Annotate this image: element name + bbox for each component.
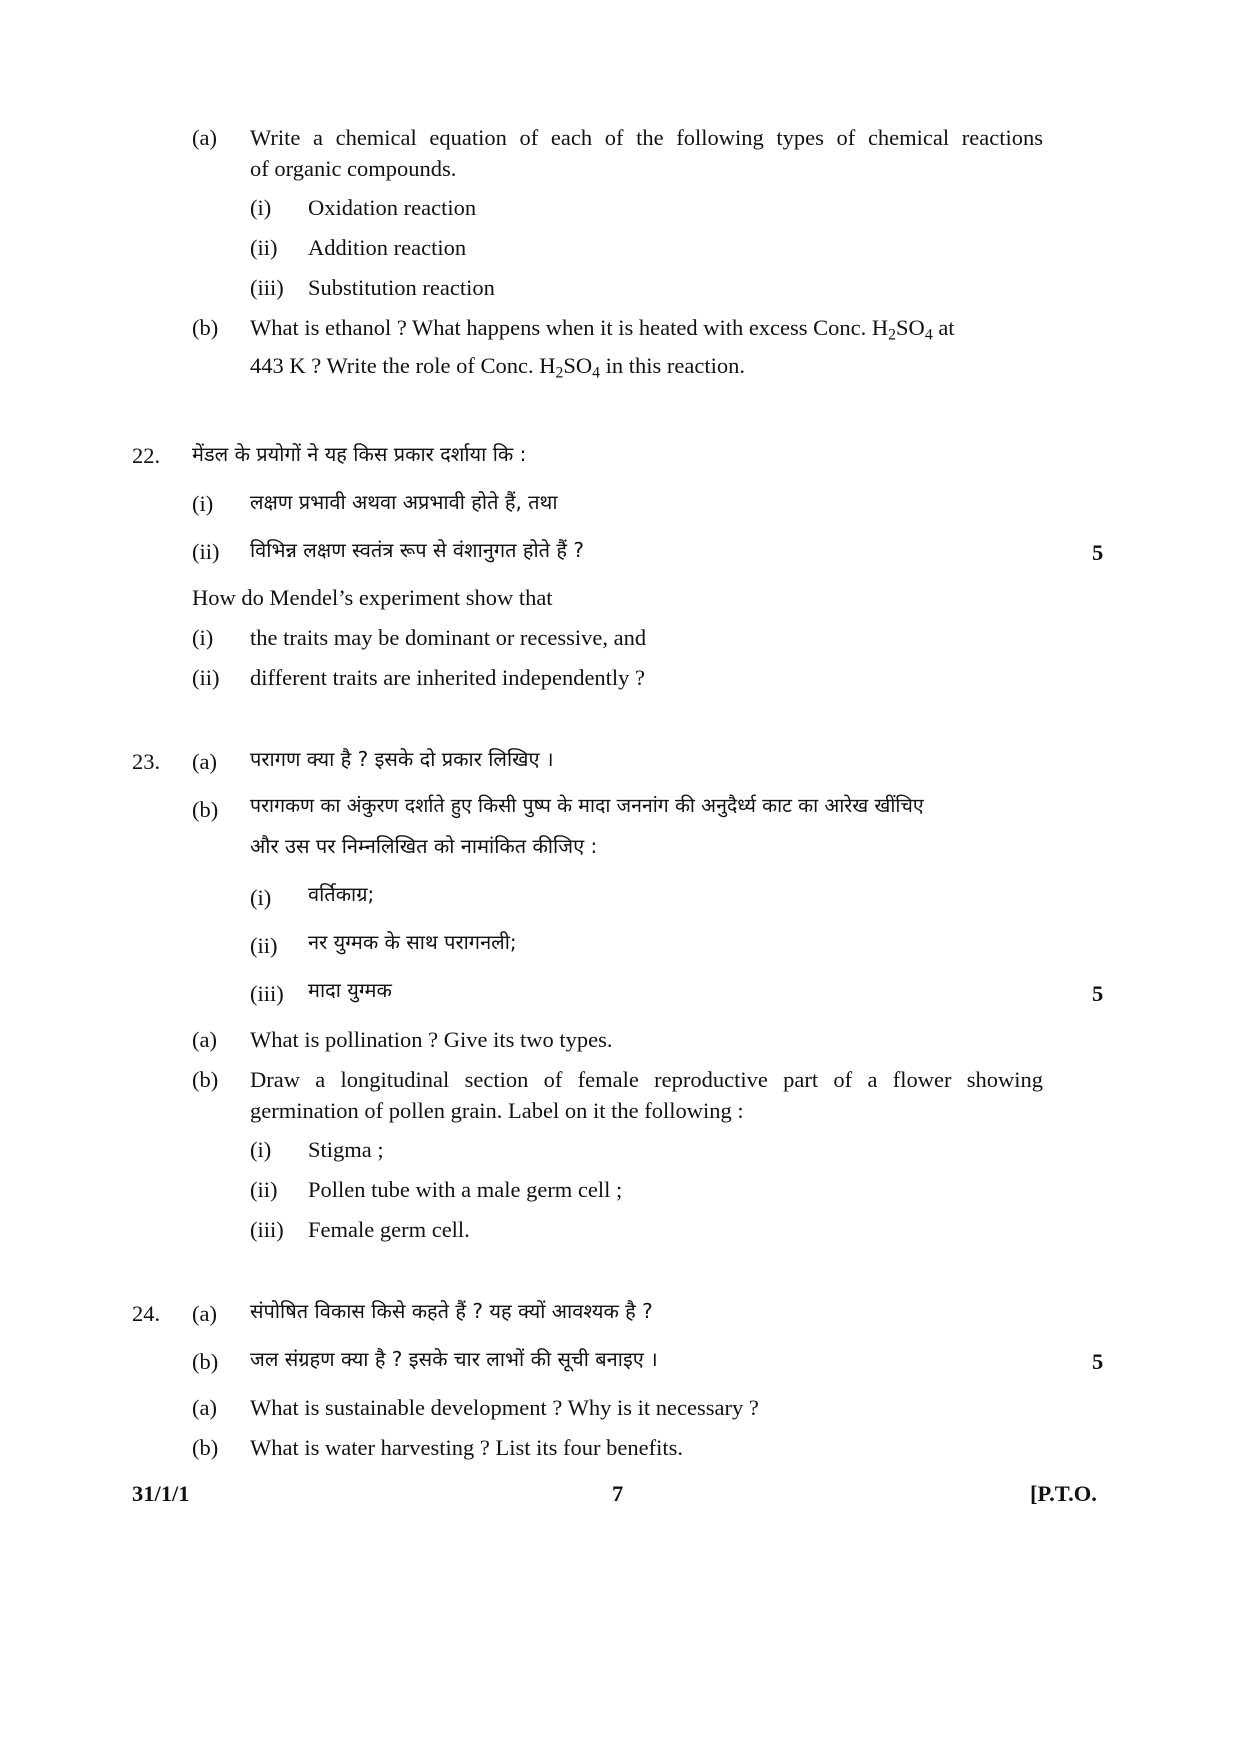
q24-english-a-label: (a) — [192, 1395, 217, 1420]
q23-hindi-item-num: (ii) — [250, 933, 278, 958]
q23-english-a: What is pollination ? Give its two types. — [250, 1027, 613, 1052]
q21-b-line2: 443 K ? Write the role of Conc. $H_2SO_4$ in this reaction. — [250, 353, 745, 382]
q22-english-item-text: the traits may be dominant or recessive, and — [250, 625, 647, 650]
q23-english-b-line2: germination of pollen grain. Label on it the following : — [250, 1098, 744, 1123]
q22-hindi-item-num: (ii) — [192, 539, 220, 564]
q21-a-label: (a) — [192, 125, 217, 150]
q24-english-b: What is water harvesting ? List its four benefits. — [250, 1435, 684, 1460]
question-number: 23. — [132, 749, 161, 774]
q24-hindi-a-label: (a) — [192, 1301, 217, 1326]
q21-a-text-line1: Write a chemical equation of each of the following types of chemical reactions — [250, 125, 1043, 150]
q21-a-item-text: Substitution reaction — [308, 275, 495, 300]
paper-code: 31/1/1 — [132, 1481, 190, 1506]
page-number: 7 — [612, 1481, 624, 1506]
q24-hindi-a: संपोषित विकास किसे कहते हैं ? यह क्यों आवश्यक है ? — [250, 1299, 653, 1323]
q23-hindi-a: परागण क्या है ? इसके दो प्रकार लिखिए । — [250, 747, 554, 771]
q23-hindi-b-line1: परागकण का अंकुरण दर्शाते हुए किसी पुष्प के मादा जननांग की अनुदैर्ध्य काट का आरेख खींचिए — [250, 794, 924, 817]
q23-english-item-text: Female germ cell. — [308, 1217, 470, 1242]
q23-english-item-text: Stigma ; — [308, 1137, 384, 1162]
q23-hindi-item-text: नर युग्मक के साथ परागनली; — [308, 930, 517, 954]
marks: 5 — [1092, 540, 1104, 565]
q22-english-item-num: (i) — [192, 625, 214, 650]
q24-hindi-b-label: (b) — [192, 1349, 219, 1374]
q23-english-item-num: (i) — [250, 1137, 272, 1162]
q22-english-intro: How do Mendel’s experiment show that — [192, 585, 553, 610]
marks: 5 — [1092, 981, 1104, 1006]
q21-a-item-num: (iii) — [250, 275, 284, 300]
q23-hindi-item-text: मादा युग्मक — [308, 978, 392, 1002]
q24-english-b-label: (b) — [192, 1435, 219, 1460]
q22-hindi-intro: मेंडल के प्रयोगों ने यह किस प्रकार दर्शाया कि : — [192, 442, 527, 466]
q23-hindi-item-num: (i) — [250, 885, 272, 910]
q23-hindi-item-num: (iii) — [250, 981, 284, 1006]
q23-hindi-b-line2: और उस पर निम्नलिखित को नामांकित कीजिए : — [250, 834, 598, 858]
q22-hindi-item-text: विभिन्न लक्षण स्वतंत्र रूप से वंशानुगत होते हैं ? — [250, 538, 585, 562]
q23-hindi-a-label: (a) — [192, 749, 217, 774]
q21-a-item-text: Addition reaction — [308, 235, 467, 260]
q23-english-item-text: Pollen tube with a male germ cell ; — [308, 1177, 623, 1202]
q23-english-b-line1: Draw a longitudinal section of female reproductive part of a flower showing — [250, 1067, 1043, 1092]
q22-hindi-item-num: (i) — [192, 491, 214, 516]
q22-english-item-text: different traits are inherited independently ? — [250, 665, 646, 690]
q21-a-item-num: (ii) — [250, 235, 278, 260]
q23-english-b-label: (b) — [192, 1067, 219, 1092]
q21-a-item-num: (i) — [250, 195, 272, 220]
q23-english-item-num: (ii) — [250, 1177, 278, 1202]
q23-english-item-num: (iii) — [250, 1217, 284, 1242]
q21-a-text-line2: of organic compounds. — [250, 156, 457, 181]
q21-a-item-text: Oxidation reaction — [308, 195, 477, 220]
q21-b-label: (b) — [192, 315, 219, 340]
question-number: 24. — [132, 1301, 161, 1326]
q22-hindi-item-text: लक्षण प्रभावी अथवा अप्रभावी होते हैं, तथा — [250, 490, 558, 514]
q23-hindi-item-text: वर्तिकाग्र; — [308, 882, 375, 906]
q21-b-line1: What is ethanol ? What happens when it is heated with excess Conc. $H_2SO_4$ at — [250, 315, 955, 344]
q24-hindi-b: जल संग्रहण क्या है ? इसके चार लाभों की सूची बनाइए । — [250, 1347, 658, 1371]
marks: 5 — [1092, 1349, 1104, 1374]
question-number: 22. — [132, 443, 161, 468]
q23-english-a-label: (a) — [192, 1027, 217, 1052]
q23-hindi-b-label: (b) — [192, 797, 219, 822]
q22-english-item-num: (ii) — [192, 665, 220, 690]
q24-english-a: What is sustainable development ? Why is it necessary ? — [250, 1395, 759, 1420]
pto-marker: [P.T.O. — [1030, 1481, 1097, 1506]
